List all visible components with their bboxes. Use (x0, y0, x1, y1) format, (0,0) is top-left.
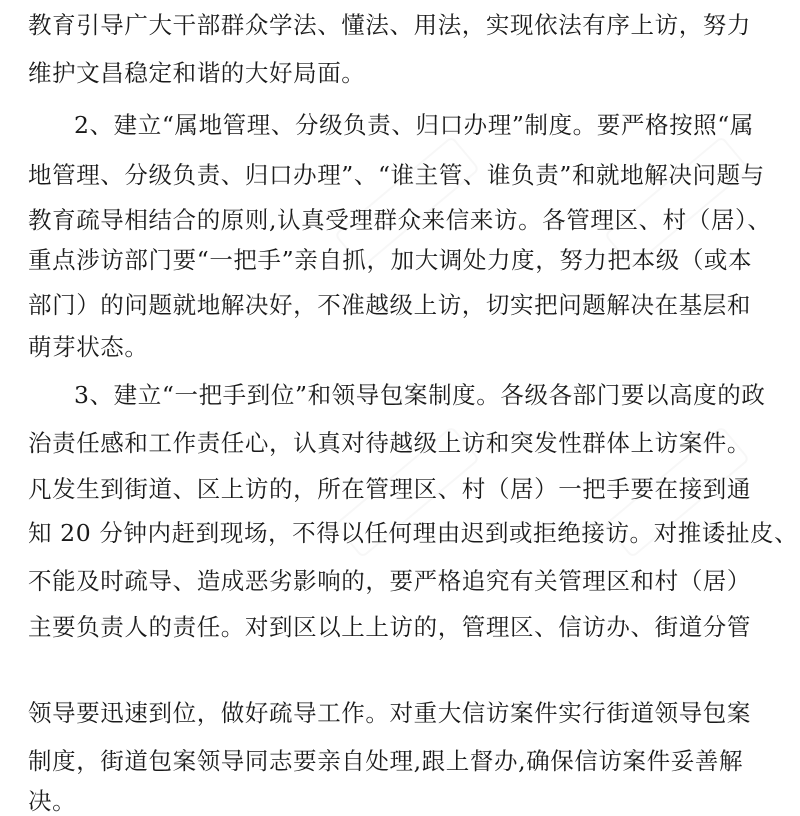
text-line: 凡发生到街道、区上访的，所在管理区、村（居）一把手要在接到通 (28, 475, 751, 503)
text-line: 决。 (28, 787, 77, 815)
text-line: 萌芽状态。 (28, 333, 149, 361)
text-line: 不能及时疏导、造成恶劣影响的，要严格追究有关管理区和村（居） (28, 567, 751, 595)
text-line: 维护文昌稳定和谐的大好局面。 (28, 59, 366, 87)
paragraph-start-line: 2、建立“属地管理、分级负责、归口办理”制度。要严格按照“属 (74, 111, 754, 139)
text-line: 教育引导广大干部群众学法、懂法、用法，实现依法有序上访，努力 (28, 11, 751, 39)
paragraph-start-line: 3、建立“一把手到位”和领导包案制度。各级各部门要以高度的政 (74, 381, 766, 409)
text-line: 制度，街道包案领导同志要亲自处理,跟上督办,确保信访案件妥善解 (28, 747, 744, 775)
text-line: 知 20 分钟内赶到现场，不得以任何理由迟到或拒绝接访。对推诿扯皮、 (28, 519, 799, 547)
text-line: 重点涉访部门要“一把手”亲自抓，加大调处力度，努力把本级（或本 (28, 246, 753, 274)
text-line: 主要负责人的责任。对到区以上上访的，管理区、信访办、街道分管 (28, 613, 751, 641)
text-line: 治责任感和工作责任心，认真对待越级上访和突发性群体上访案件。 (28, 429, 751, 457)
text-line: 领导要迅速到位，做好疏导工作。对重大信访案件实行街道领导包案 (28, 699, 751, 727)
text-line: 部门）的问题就地解决好，不准越级上访，切实把问题解决在基层和 (28, 291, 751, 319)
text-line: 地管理、分级负责、归口办理”、“谁主管、谁负责”和就地解决问题与 (28, 161, 765, 189)
text-line: 教育疏导相结合的原则,认真受理群众来信来访。各管理区、村（居）、 (28, 206, 772, 234)
